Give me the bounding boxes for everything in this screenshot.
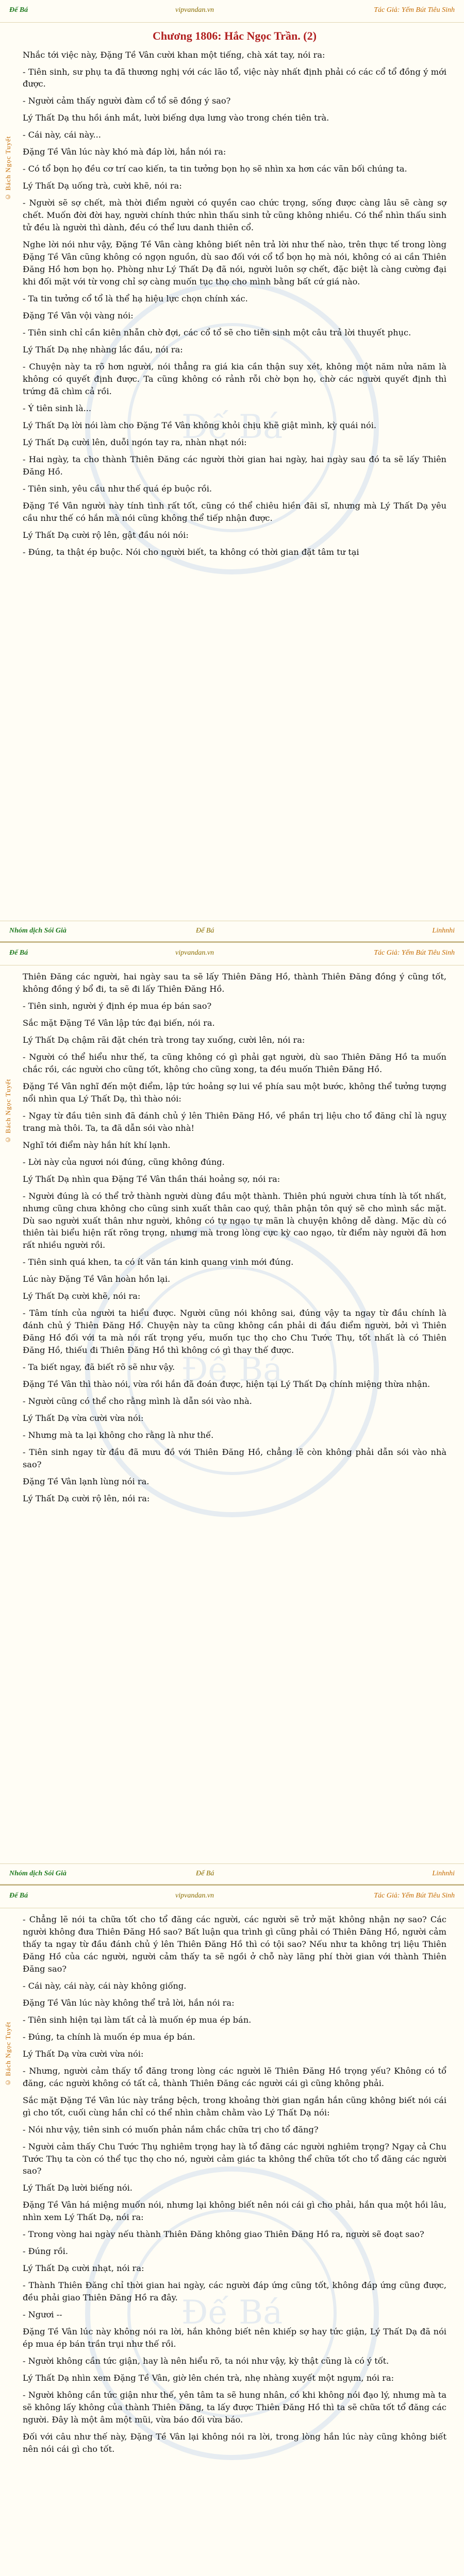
paragraph: - Tiên sinh ngay từ đầu đã mưu đồ với Thiên Đăng Hồ, chẳng lẽ còn không phải dẫn sói vào nhà sao? [23, 1447, 446, 1469]
side-copyright: © Bách Ngọc Tuyết [4, 2021, 12, 2087]
paragraph: Lý Thất Dạ nhìn xem Đặng Tề Vân, giờ lên chén trà, nhẹ nhàng xuyết một ngụm, nói ra: [23, 2373, 394, 2383]
page-body [23, 1913, 446, 2460]
paragraph: - Người cảm thấy người đàm cổ tổ sẽ đồng ý sao? [23, 96, 231, 106]
paragraph: - Tiên sinh chỉ cần kiên nhẫn chờ đợi, các cổ tổ sẽ cho tiên sinh một câu trả lời thuyết phục. [23, 327, 411, 337]
header-site: Đế Bá [9, 949, 28, 957]
paragraph-list [23, 1913, 446, 2455]
header-site: Đế Bá [9, 6, 28, 14]
footer-translator: Nhóm dịch Sói Già [9, 927, 67, 935]
page-footer [0, 921, 464, 941]
paragraph: Lý Thất Dạ vừa cười vừa nói: [23, 2048, 144, 2059]
paragraph: - Ý tiên sinh là... [23, 403, 92, 413]
header-site: Đế Bá [9, 1892, 28, 1900]
paragraph: - Lời này của ngươi nói đúng, cũng không đúng. [23, 1157, 225, 1167]
paragraph: - Tiên sinh, người ý định ép mua ép bán sao? [23, 1001, 212, 1011]
paragraph: - Chuyện này ta rõ hơn người, nói thẳng ra giá kia cần thận suy xét, không một năm nửa năm là không có quyết định được. Ta cũng không có rảnh rỗi chờ bọn họ, chờ các người quyết định thì trứng đã chìm cả rồi. [23, 361, 446, 396]
paragraph: Lý Thất Dạ cười rộ lên, gật đầu nói nói: [23, 530, 189, 540]
paragraph: - Tiên sinh, yêu cầu như thế quá ép buộc rồi. [23, 483, 212, 494]
footer-logo: Linhnhi [432, 927, 455, 935]
paragraph: - Ta biết ngay, đã biết rõ sẽ như vậy. [23, 1362, 175, 1372]
paragraph: Nhắc tới việc này, Đặng Tề Vân cười khan một tiếng, chà xát tay, nói ra: [23, 49, 325, 60]
paragraph: - Đúng, ta chính là muốn ép mua ép bán. [23, 2031, 195, 2042]
paragraph: Đặng Tề Vân vội vàng nói: [23, 311, 134, 321]
paragraph: Đối với câu như thế này, Đặng Tề Vân lại không nói ra lời, trong lòng hắn lúc này cũng không biết nên nói cái gì cho tốt. [23, 2431, 446, 2454]
paragraph: - Tâm tính của người ta hiểu được. Người cũng nói không sai, đúng vậy ta ngay từ đầu chính là đánh chủ ý Thiên Đăng Hồ. Chuyện này ta cũng không cần phải di đầu điểm người, bởi vì Thiên Đăng Hồ đối với ta mà nói rất trọng yếu, muốn tục thọ cho Chu Tước Thụ, tốt nhất là có Thiên Đăng Hồ, thiếu đi Thiên Đăng Hồ thì không có gì thay thế được. [23, 1308, 446, 1355]
svg-text:Đế Bá: Đế Bá [181, 2294, 283, 2332]
page-header [0, 0, 464, 23]
paragraph: - Người sẽ sợ chết, mà thời điểm người có quyền cao chức trọng, sống được càng lâu sẽ càng sợ chết. Muốn đời đời hay, người chính thức nhìn thấu sinh tử cũng không nhiều. Có thể nhìn thấu sinh tử đều là người thì dành, đều có thể lưu danh thiên cổ. [23, 198, 446, 233]
paragraph-list [23, 49, 446, 558]
paragraph: - Tiên sinh hiện tại làm tất cả là muốn ép mua ép bán. [23, 2014, 252, 2025]
footer-translator: Nhóm dịch Sói Già [9, 1870, 67, 1877]
paragraph: - Người có thể hiểu như thế, ta cũng không có gì phải gạt người, dù sao Thiên Đăng Hồ ta muốn chắc rồi, các người cho cũng tốt, không cho cũng xong, ta đều muốn Thiên Đăng Hồ. [23, 1052, 446, 1074]
paragraph: Đặng Tề Vân thì thào nói, vừa rồi hắn đã đoán được, hiện tại Lý Thất Dạ chính miệng thừa nhận. [23, 1379, 430, 1389]
footer-title: Đế Bá [196, 1870, 214, 1877]
paragraph: Lý Thất Dạ lười biếng nói. [23, 2183, 132, 2193]
svg-text:Đế Bá: Đế Bá [181, 1351, 283, 1389]
footer-title: Đế Bá [196, 927, 214, 935]
page-body [23, 28, 446, 563]
paragraph: Đặng Tề Vân người này tính tình rất tốt, cũng có thể chiêu hiền đãi sĩ, nhưng mà Lý Thất Dạ yêu cầu như thế có hắn mà nói cũng không thể tiếp nhận được. [23, 500, 446, 523]
svg-text:Đế Bá: Đế Bá [181, 408, 283, 446]
paragraph: - Cái này, cái này, cái này không giống. [23, 1980, 187, 1991]
page-body [23, 971, 446, 1510]
document-page [0, 943, 464, 1886]
paragraph: - Đúng, ta thật ép buộc. Nói cho người biết, ta không có thời gian đặt tâm tư tại [23, 547, 359, 557]
header-url[interactable]: vipvandan.vn [175, 1892, 214, 1900]
paragraph: - Cái này, cái này... [23, 130, 101, 140]
paragraph: - Ta tin tưởng cổ tổ là thể hạ hiệu lực chọn chính xác. [23, 294, 248, 304]
paragraph: - Hai ngày, ta cho thành Thiên Đăng các người thời gian hai ngày, hai ngày sau đó ta sẽ lấy Thiên Đăng Hồ. [23, 454, 446, 477]
paragraph: - Người không cần tức giận như thế, yên tâm ta sẽ hung nhân, có khi không nói đạo lý, nhưng mà ta sẽ không lấy không của thành Thiên Đăng, ta lấy được Thiên Đăng Hồ thì ta sẽ chữa tốt tổ đăng các người. Đây là một âm một mũi, vừa báo đối vừa báo. [23, 2390, 446, 2425]
paragraph: Đặng Tề Vân lúc này khó mà đáp lời, hắn nói ra: [23, 147, 226, 157]
paragraph: - Tiên sinh, sư phụ ta đã thương nghị với các lão tổ, việc này nhất định phải có các cổ tổ đồng ý mới được. [23, 66, 446, 89]
paragraph: Lý Thất Dạ vừa cười vừa nói: [23, 1413, 144, 1423]
paragraph: Đặng Tề Vân há miệng muốn nói, nhưng lại không biết nên nói cái gì cho phải, hắn qua một hồi lâu, nhìn xem Lý Thất Dạ, nói ra: [23, 2200, 446, 2223]
paragraph: - Tiên sinh quá khen, ta có ít văn tán kinh quang vinh mới đúng. [23, 1257, 294, 1267]
paragraph: - Nói như vậy, tiên sinh có muốn phản nắm chắc chữa trị cho tổ đăng? [23, 2124, 319, 2134]
paragraph: - Trong vòng hai ngày nếu thành Thiên Đăng không giao Thiên Đăng Hồ ra, người sẽ đoạt sao? [23, 2229, 424, 2240]
paragraph: Đặng Tề Vân lúc này không thể trả lời, hắn nói ra: [23, 1997, 235, 2008]
chapter-title: Chương 1806: Hắc Ngọc Trần. (2) [153, 29, 317, 42]
paragraph: Lý Thất Dạ thu hồi ánh mắt, lười biếng dựa lưng vào trong chén tiên trà. [23, 113, 329, 123]
paragraph: - Có tổ bọn họ đều cơ trí cao kiến, ta tin tưởng bọn họ sẽ nhìn xa hơn các vãn bối chúng ta. [23, 164, 407, 174]
paragraph: Đặng Tề Vân lúc này không nói ra lời, hắn không biết nên khiếp sợ hay tức giận, Lý Thất Dạ đã nói ép mua ép bán trần trụi như thế rồi. [23, 2327, 446, 2349]
paragraph: Lý Thất Dạ chậm rãi đặt chén trà trong tay xuống, cười lên, nói ra: [23, 1035, 305, 1045]
paragraph: - Nhưng, người cảm thấy tổ đăng trong lòng các người lẽ Thiên Đăng Hồ trọng yếu? Không có tổ đăng, các người không có tất cả, thành Thiên Đăng các người cái gì cũng không phải. [23, 2065, 446, 2088]
paragraph: Lý Thất Dạ cười lên, duỗi ngón tay ra, nhàn nhạt nói: [23, 437, 247, 447]
header-author: Tác Giả: Yếm Bút Tiêu Sinh [374, 949, 455, 957]
paragraph: - Đúng rồi. [23, 2246, 69, 2257]
paragraph: - Người cảm thấy Chu Tước Thụ nghiêm trọng hay là tổ đăng các người nghiêm trọng? Ngay cả Chu Tước Thụ ta còn có thể tục thọ cho nó, người cảm giác ta không thể chữa tốt cho tổ đăng các người sao? [23, 2141, 446, 2176]
paragraph: Lý Thất Dạ cười nhạt, nói ra: [23, 2263, 144, 2274]
page-header [0, 1886, 464, 1908]
paragraph: Đặng Tề Vân nghĩ đến một điểm, lập tức hoảng sợ lui về phía sau một bước, không thể tưởng tượng nổi nhìn qua Lý Thất Dạ, thì thào nói: [23, 1081, 446, 1104]
paragraph: Lý Thất Dạ uống trà, cười khẽ, nói ra: [23, 181, 182, 191]
paragraph-list [23, 971, 446, 1505]
paragraph: Lý Thất Dạ nhẹ nhàng lắc đầu, nói ra: [23, 344, 183, 354]
paragraph: - Ngay từ đầu tiên sinh đã đánh chủ ý lên Thiên Đăng Hồ, về phần trị liệu cho tổ đăng chỉ là nguỵ trang mà thôi. Ta, ta đã dẫn sói vào nhà! [23, 1110, 446, 1133]
paragraph: - Người không cần tức giận, hay là nên hiểu rõ, ta nói như vậy, kỳ thật cũng là có ý tốt. [23, 2356, 389, 2366]
page-header [0, 943, 464, 965]
paragraph: Sắc mặt Đặng Tề Vân lập tức đại biến, nói ra. [23, 1018, 215, 1028]
paragraph: - Ngươi -- [23, 2310, 62, 2320]
paragraph: Nghe lời nói như vậy, Đặng Tề Vân càng không biết nên trả lời như thế nào, trên thực tế trong lòng Đặng Tề Vân cũng không có ngọn nguồn, dù sao đối với cổ tổ bọn họ mà nói, không có ai cần Thiên Đăng Hồ hơn bọn họ. Phòng như Lý Thất Dạ đã nói, người luôn sợ chết, đặc biệt là càng cường đại khi đối mặt với từ vong chỉ sợ càng muốn tục thọ cho mình bằng bất cứ giá nào. [23, 240, 446, 287]
paragraph: Lý Thất Dạ cười rộ lên, nói ra: [23, 1493, 150, 1503]
paragraph: Sắc mặt Đặng Tề Vân lúc này trắng bệch, trong khoảng thời gian ngắn hắn cũng không biết nói cái gì cho tốt, cuối cùng hắn chỉ có thể nhìn chằm chằm vào Lý Thất Dạ nói: [23, 2095, 446, 2117]
paragraph: - Nhưng mà ta lại không cho rằng là như thế. [23, 1430, 214, 1440]
paragraph: Lý Thất Dạ nhìn qua Đặng Tề Vân thần thái hoảng sợ, nói ra: [23, 1174, 280, 1184]
paragraph: Nghĩ tới điểm này hắn hít khí lạnh. [23, 1140, 171, 1150]
paragraph: - Chẳng lẽ nói ta chữa tốt cho tổ đăng các người, các người sẽ trở mặt không nhận nợ sao? Các người không đưa Thiên Đăng Hồ sao? Bất luận qua trình gì cũng phải có Thiên Đăng Hồ, người cảm thấy ta ngay từ đầu đánh chủ ý lên Thiên Đăng Hồ thì có tội sao? Nếu như ta không trị liệu Thiên Đăng Hồ của các người, người cảm thấy ta sẽ ngồi ở chỗ này lãng phí thời gian với thành Thiên Đăng sao? [23, 1914, 446, 1974]
document-page [0, 0, 464, 943]
page-footer [0, 1863, 464, 1884]
header-url[interactable]: vipvandan.vn [175, 949, 214, 957]
paragraph: Lý Thất Dạ cười khẽ, nói ra: [23, 1291, 141, 1301]
document-page [0, 1886, 464, 2576]
side-copyright: © Bách Ngọc Tuyết [4, 135, 12, 201]
header-author: Tác Giả: Yếm Bút Tiêu Sinh [374, 6, 455, 14]
paragraph: - Thành Thiên Đăng chỉ thời gian hai ngày, các người đáp ứng cũng tốt, không đáp ứng cũng được, đều phải giao Thiên Đăng Hồ ra đây. [23, 2280, 446, 2303]
paragraph: Lý Thất Dạ lời nói làm cho Đặng Tề Vân không khỏi chịu khẽ giật mình, kỳ quái nói. [23, 420, 377, 430]
paragraph: - Người đúng là có thể trở thành người dùng đầu một thành. Thiên phú người chưa tính là tốt nhất, nhưng cũng chưa không cho cũng sinh xuất thân cao quý, thân phận tôn quý sẽ cho mình sắc mặt. Dù sao người xuất thân như người, không có tự ngạo tự mãn là chuyện không dễ dàng. Mặc dù có thiên tài biểu hiện rất rõng trọng, nhưng mà trong lòng cực kỳ cao ngạo, từ điểm này người đã hơn rất nhiều người rồi. [23, 1191, 446, 1250]
footer-logo: Linhnhi [432, 1870, 455, 1877]
paragraph: Lúc này Đặng Tề Vân hoàn hồn lại. [23, 1274, 171, 1284]
side-copyright: © Bách Ngọc Tuyết [4, 1078, 12, 1144]
paragraph: Thiên Đăng các người, hai ngày sau ta sẽ lấy Thiên Đăng Hồ, thành Thiên Đăng đồng ý cũng tốt, không đồng ý bổ đi, ta sẽ đi lấy Thiên Đăng Hồ. [23, 972, 446, 994]
header-author: Tác Giả: Yếm Bút Tiêu Sinh [374, 1892, 455, 1900]
header-url[interactable]: vipvandan.vn [175, 6, 214, 14]
paragraph: Đặng Tề Vân lạnh lùng nói ra. [23, 1476, 150, 1486]
paragraph: - Người cũng có thể cho rằng mình là dẫn sói vào nhà. [23, 1396, 252, 1406]
